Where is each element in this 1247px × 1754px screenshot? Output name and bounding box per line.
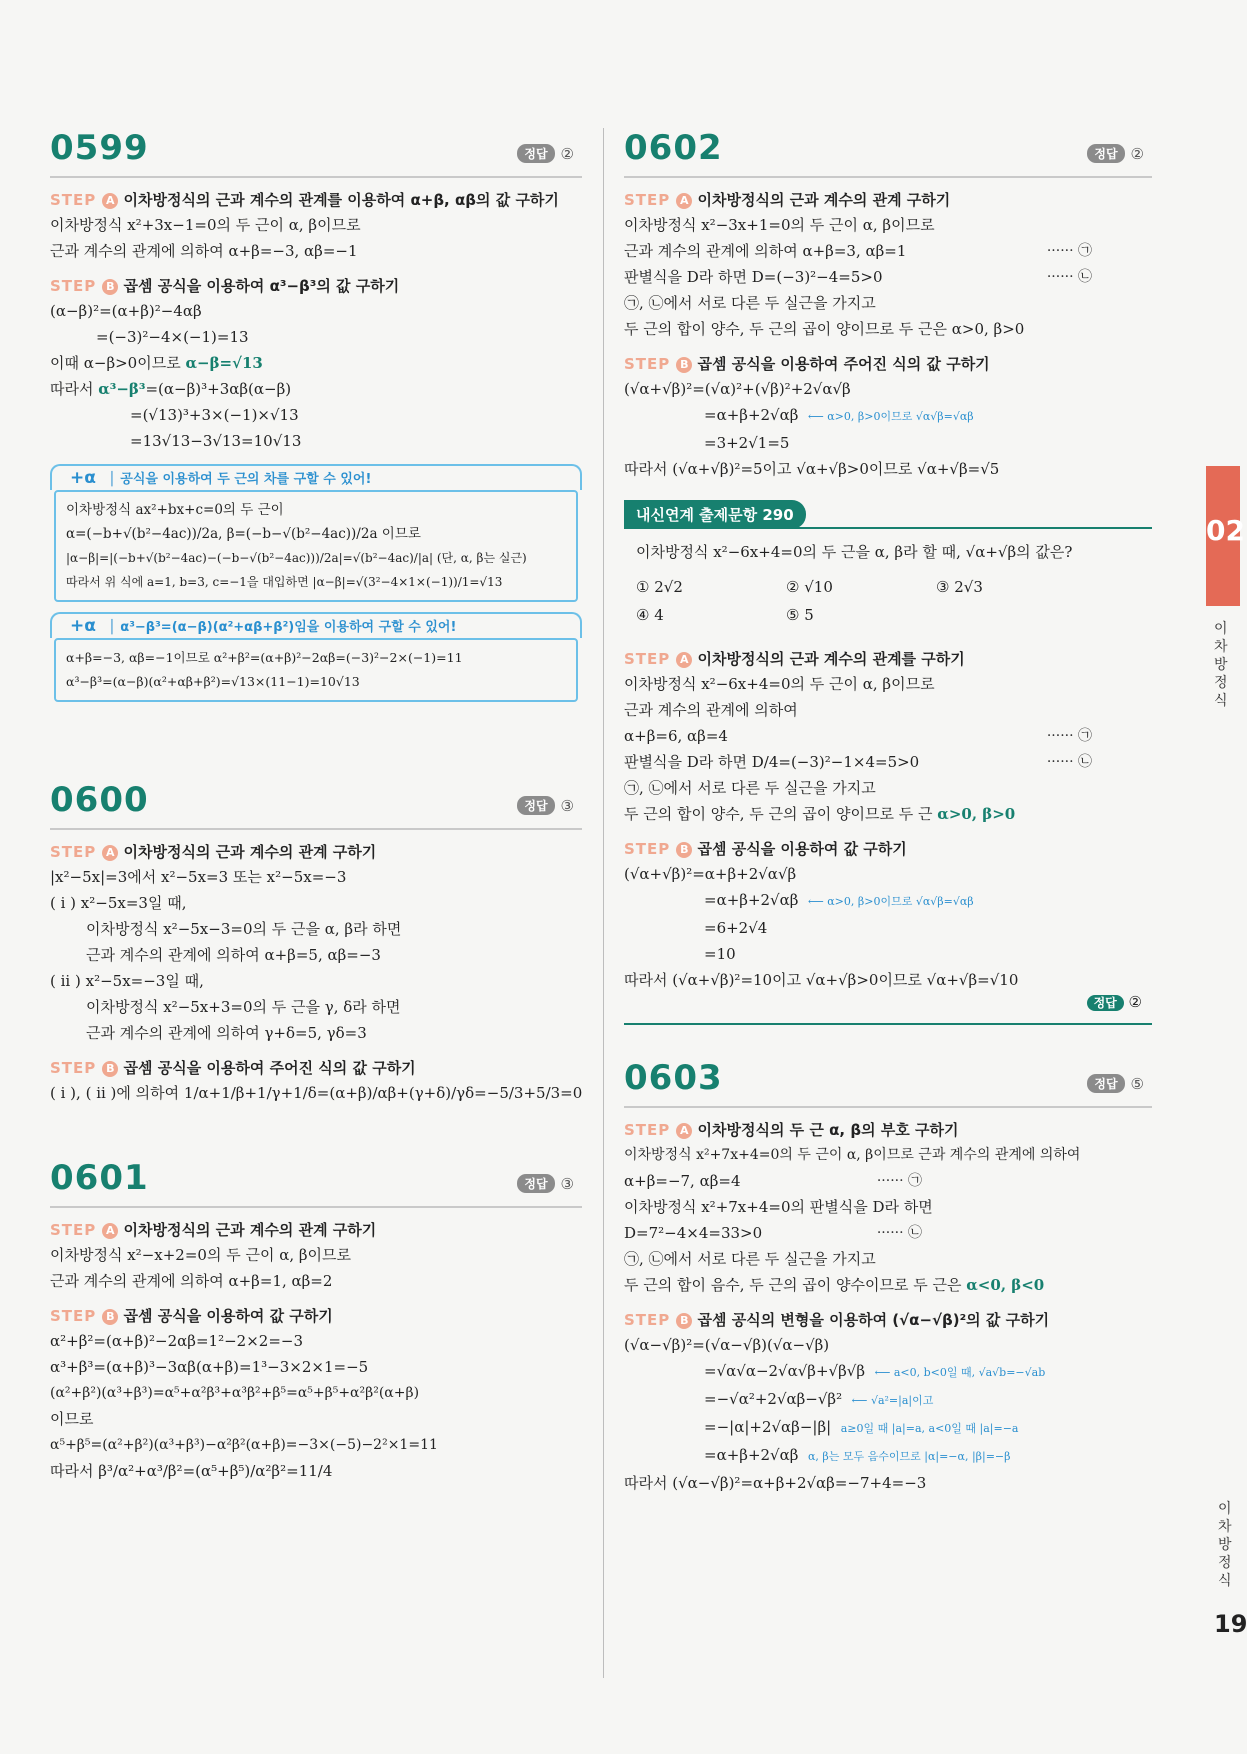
text-span: =α+β+2√αβ xyxy=(704,1446,799,1464)
text-line xyxy=(624,1442,1152,1470)
answer-badge: 정답 xyxy=(517,144,554,163)
text-line xyxy=(50,376,582,402)
text-span: =α+β+2√αβ xyxy=(704,891,799,909)
highlight: α³−β³ xyxy=(98,380,146,398)
text-line xyxy=(624,402,1152,430)
text-span: =−√α²+2√αβ−√β² xyxy=(704,1390,843,1408)
text-line: 따라서 (√α+√β)²=10이고 √α+√β>0이므로 √α+√β=√10 xyxy=(624,971,1019,989)
text-line: (√α+√β)²=α+β+2√α√β xyxy=(624,865,797,883)
highlight: α<0, β<0 xyxy=(966,1276,1045,1294)
step-label: STEP xyxy=(624,1121,671,1139)
text-line: ㉠, ㉡에서 서로 다른 두 실근을 가지고 xyxy=(624,779,876,797)
text-line xyxy=(624,1414,1152,1442)
text-span: D=7²−4×4=33>0 xyxy=(624,1224,763,1242)
text-span: 이때 α−β>0이므로 xyxy=(50,354,186,372)
answer-indicator xyxy=(517,796,574,815)
text-line: 따라서 (√α+√β)²=5이고 √α+√β>0이므로 √α+√β=√5 xyxy=(624,460,1000,478)
equation-marker: ······ ㉡ xyxy=(1046,269,1092,285)
step-heading xyxy=(50,1218,582,1242)
side-note: a≥0일 때 |a|=a, a<0일 때 |a|=−a xyxy=(840,1422,1019,1435)
step-title: 이차방정식의 근과 계수의 관계를 이용하여 α+β, αβ의 값 구하기 xyxy=(123,191,559,209)
exam-tag: 내신연계 출제문항 290 xyxy=(624,500,806,529)
tip-title: │ 공식을 이용하여 두 근의 차를 구할 수 있어! xyxy=(107,472,372,487)
divider xyxy=(50,828,582,830)
page-number: 19 xyxy=(1214,1610,1247,1638)
text-span: =−|α|+2√αβ−|β| xyxy=(704,1418,832,1436)
equation-marker: ······ ㉠ xyxy=(1046,728,1092,744)
text-line: =3+2√1=5 xyxy=(704,434,790,452)
text-line: α²+β²=(α+β)²−2αβ=1²−2×2=−3 xyxy=(50,1332,303,1350)
problem-number: 0600 xyxy=(50,780,149,820)
tip-line: 이차방정식 ax²+bx+c=0의 두 근이 xyxy=(66,502,284,518)
problem-0602 xyxy=(624,128,1152,482)
step-letter: B xyxy=(676,357,692,373)
step-heading xyxy=(50,840,582,864)
text-line: ㉠, ㉡에서 서로 다른 두 실근을 가지고 xyxy=(624,1250,876,1268)
problem-number: 0602 xyxy=(624,128,723,168)
step-title: 이차방정식의 근과 계수의 관계를 구하기 xyxy=(697,650,965,668)
answer-value: ③ xyxy=(560,796,574,815)
side-note: ⟵ a<0, b<0일 때, √a√b=−√ab xyxy=(874,1366,1046,1379)
answer-value: ③ xyxy=(560,1174,574,1193)
step-letter: B xyxy=(102,1061,118,1077)
step-letter: A xyxy=(676,193,692,209)
choice-item: ④ 4 xyxy=(636,606,664,624)
step-letter: B xyxy=(676,1313,692,1329)
divider xyxy=(624,1106,1152,1108)
side-note: α, β는 모두 음수이므로 |α|=−α, |β|=−β xyxy=(807,1450,1011,1463)
problem-number: 0601 xyxy=(50,1158,149,1198)
text-line: 이차방정식 x²−5x−3=0의 두 근을 α, β라 하면 xyxy=(86,920,402,938)
exam-question-290 xyxy=(624,500,1152,1025)
divider xyxy=(50,1206,582,1208)
text-line: α⁵+β⁵=(α²+β²)(α³+β³)−α²β²(α+β)=−3×(−5)−2²×1=11 xyxy=(50,1437,438,1453)
equation-marker: ······ ㉠ xyxy=(876,1173,922,1189)
step-letter: A xyxy=(102,1223,118,1239)
text-line: (α−β)²=(α+β)²−4αβ xyxy=(50,302,202,320)
text-line xyxy=(624,1272,1152,1298)
text-line: 이차방정식 x²+3x−1=0의 두 근이 α, β이므로 xyxy=(50,216,361,234)
problem-number: 0599 xyxy=(50,128,149,168)
chapter-title: 이차방정식 xyxy=(1214,621,1228,709)
step-label: STEP xyxy=(624,191,671,209)
text-line: 이므로 xyxy=(50,1410,94,1428)
step-label: STEP xyxy=(624,840,671,858)
step-title: 이차방정식의 근과 계수의 관계 구하기 xyxy=(123,1221,377,1239)
step-heading xyxy=(624,1118,1152,1142)
answer-value: ⑤ xyxy=(1130,1074,1144,1093)
answer-value: ② xyxy=(1130,144,1144,163)
text-line: 이차방정식 x²−6x+4=0의 두 근이 α, β이므로 xyxy=(624,675,935,693)
text-line xyxy=(624,1386,1152,1414)
equation-marker: ······ ㉡ xyxy=(1046,754,1092,770)
tip-line: α³−β³=(α−β)(α²+αβ+β²)=√13×(11−1)=10√13 xyxy=(66,674,360,689)
step-letter: A xyxy=(676,652,692,668)
tip-body xyxy=(54,490,578,602)
text-line xyxy=(624,264,1152,290)
tip-header xyxy=(50,612,582,638)
text-span: =(α−β)³+3αβ(α−β) xyxy=(145,380,292,398)
step-title: 이차방정식의 근과 계수의 관계 구하기 xyxy=(123,843,377,861)
text-line: 이차방정식 x²+7x+4=0의 두 근이 α, β이므로 근과 계수의 관계에 의하여 xyxy=(624,1147,1081,1163)
answer-badge: 정답 xyxy=(517,796,554,815)
text-span: 근과 계수의 관계에 의하여 α+β=3, αβ=1 xyxy=(624,242,907,260)
tip-line: |α−β|=|(−b+√(b²−4ac)−(−b−√(b²−4ac)))/2a|=√(b²−4ac)/|a| (단, α, β는 실근) xyxy=(66,551,527,565)
tip-box xyxy=(50,464,582,602)
side-note: ⟵ α>0, β>0이므로 √α√β=√αβ xyxy=(807,895,974,908)
step-label: STEP xyxy=(624,650,671,668)
text-line: (√α+√β)²=(√α)²+(√β)²+2√α√β xyxy=(624,380,851,398)
text-line: 두 근의 합이 양수, 두 근의 곱이 양이므로 두 근은 α>0, β>0 xyxy=(624,320,1025,338)
text-line xyxy=(624,801,1152,827)
answer-indicator xyxy=(1087,1074,1144,1093)
step-label: STEP xyxy=(624,355,671,373)
problem-0600 xyxy=(50,780,582,1106)
choice-item: ③ 2√3 xyxy=(936,578,983,596)
text-line: ( ii ) x²−5x=−3일 때, xyxy=(50,972,204,990)
text-line: =13√13−3√13=10√13 xyxy=(130,432,302,450)
text-line: 근과 계수의 관계에 의하여 α+β=1, αβ=2 xyxy=(50,1272,333,1290)
highlight: α>0, β>0 xyxy=(937,805,1016,823)
chapter-tab: 02 xyxy=(1206,466,1240,606)
text-line: α³+β³=(α+β)³−3αβ(α+β)=1³−3×2×1=−5 xyxy=(50,1358,369,1376)
question-text: 이차방정식 x²−6x+4=0의 두 근을 α, β라 할 때, √α+√β의 값은? xyxy=(636,543,1073,561)
text-line xyxy=(624,887,1152,915)
text-line: 따라서 β³/α²+α³/β²=(α⁵+β⁵)/α²β²=11/4 xyxy=(50,1462,333,1480)
choice-item: ⑤ 5 xyxy=(786,606,814,624)
side-note: ⟵ √a²=|a|이고 xyxy=(851,1394,934,1407)
text-line xyxy=(624,1220,1152,1246)
tip-line: α=(−b+√(b²−4ac))/2a, β=(−b−√(b²−4ac))/2a 이므로 xyxy=(66,526,421,542)
divider xyxy=(50,176,582,178)
choice-list xyxy=(624,573,1152,629)
text-line: =6+2√4 xyxy=(704,919,768,937)
equation-marker: ······ ㉡ xyxy=(876,1225,922,1241)
step-label: STEP xyxy=(624,1311,671,1329)
text-line: 근과 계수의 관계에 의하여 γ+δ=5, γδ=3 xyxy=(86,1024,367,1042)
step-title: 곱셈 공식을 이용하여 주어진 식의 값 구하기 xyxy=(123,1059,416,1077)
step-label: STEP xyxy=(50,1221,97,1239)
answer-indicator xyxy=(1087,144,1144,163)
step-label: STEP xyxy=(50,277,97,295)
text-line: (α²+β²)(α³+β³)=α⁵+α²β³+α³β²+β⁵=α⁵+β⁵+α²β²(α+β) xyxy=(50,1385,420,1401)
step-label: STEP xyxy=(50,191,97,209)
answer-badge: 정답 xyxy=(1087,144,1124,163)
text-line: 근과 계수의 관계에 의하여 xyxy=(624,701,798,719)
text-line: 이차방정식 x²−3x+1=0의 두 근이 α, β이므로 xyxy=(624,216,935,234)
step-label: STEP xyxy=(50,1307,97,1325)
step-heading xyxy=(50,1304,582,1328)
tip-line: α+β=−3, αβ=−1이므로 α²+β²=(α+β)²−2αβ=(−3)²−2×(−1)=11 xyxy=(66,650,463,665)
tip-title: │ α³−β³=(α−β)(α²+αβ+β²)임을 이용하여 구할 수 있어! xyxy=(107,620,457,635)
answer-badge: 정답 xyxy=(1087,995,1124,1011)
chapter-footer-title: 이차방정식 xyxy=(1218,1501,1232,1589)
step-letter: B xyxy=(102,1309,118,1325)
step-heading xyxy=(624,352,1152,376)
step-letter: A xyxy=(102,845,118,861)
step-letter: A xyxy=(102,193,118,209)
step-heading xyxy=(624,837,1152,861)
text-span: 판별식을 D라 하면 D/4=(−3)²−1×4=5>0 xyxy=(624,753,920,771)
text-line xyxy=(624,238,1152,264)
choice-item: ① 2√2 xyxy=(636,578,683,596)
text-span: α+β=6, αβ=4 xyxy=(624,727,728,745)
text-line: ㉠, ㉡에서 서로 다른 두 실근을 가지고 xyxy=(624,294,876,312)
divider xyxy=(624,176,1152,178)
step-letter: B xyxy=(102,279,118,295)
side-note: ⟵ α>0, β>0이므로 √α√β=√αβ xyxy=(807,410,974,423)
answer-value: ② xyxy=(560,144,574,163)
step-letter: A xyxy=(676,1123,692,1139)
text-line xyxy=(624,1358,1152,1386)
step-title: 곱셈 공식의 변형을 이용하여 (√α−√β)²의 값 구하기 xyxy=(697,1311,1050,1329)
step-label: STEP xyxy=(50,1059,97,1077)
tip-body xyxy=(54,638,578,702)
tip-header xyxy=(50,464,582,490)
text-line xyxy=(624,1168,1152,1194)
text-line: |x²−5x|=3에서 x²−5x=3 또는 x²−5x=−3 xyxy=(50,868,347,886)
text-span: α+β=−7, αβ=4 xyxy=(624,1172,741,1190)
step-title: 곱셈 공식을 이용하여 α³−β³의 값 구하기 xyxy=(123,277,400,295)
step-heading xyxy=(50,188,582,212)
step-heading xyxy=(624,1308,1152,1332)
plus-alpha-icon: +α xyxy=(70,616,96,636)
text-line: 이차방정식 x²−5x+3=0의 두 근을 γ, δ라 하면 xyxy=(86,998,401,1016)
text-line xyxy=(50,350,582,376)
text-line: =(−3)²−4×(−1)=13 xyxy=(96,328,249,346)
step-title: 이차방정식의 근과 계수의 관계 구하기 xyxy=(697,191,951,209)
text-span: 따라서 xyxy=(50,380,99,398)
text-line: =(√13)³+3×(−1)×√13 xyxy=(130,406,299,424)
step-heading xyxy=(624,188,1152,212)
tip-line: 따라서 위 식에 a=1, b=3, c=−1을 대입하면 |α−β|=√(3²−4×1×(−1))/1=√13 xyxy=(66,575,503,589)
divider xyxy=(624,1023,1152,1025)
problem-number: 0603 xyxy=(624,1058,723,1098)
highlight: α−β=√13 xyxy=(185,354,263,372)
step-heading xyxy=(50,1056,582,1080)
step-letter: B xyxy=(676,842,692,858)
problem-0599 xyxy=(50,128,582,702)
answer-indicator xyxy=(517,1174,574,1193)
tip-box xyxy=(50,612,582,702)
answer-badge: 정답 xyxy=(1087,1074,1124,1093)
step-title: 곱셈 공식을 이용하여 값 구하기 xyxy=(123,1307,333,1325)
step-heading xyxy=(50,274,582,298)
text-line xyxy=(624,749,1152,775)
text-line: ( i ), ( ii )에 의하여 1/α+1/β+1/γ+1/δ=(α+β)/αβ+(γ+δ)/γδ=−5/3+5/3=0 xyxy=(50,1084,583,1102)
step-label: STEP xyxy=(50,843,97,861)
text-line xyxy=(624,723,1152,749)
answer-indicator xyxy=(517,144,574,163)
step-heading xyxy=(624,647,1152,671)
text-span: =α+β+2√αβ xyxy=(704,406,799,424)
text-span: 두 근의 합이 양수, 두 근의 곱이 양이므로 두 근 xyxy=(624,805,938,823)
equation-marker: ······ ㉠ xyxy=(1046,243,1092,259)
text-line: 이차방정식 x²−x+2=0의 두 근이 α, β이므로 xyxy=(50,1246,352,1264)
text-span: 두 근의 합이 음수, 두 근의 곱이 양수이므로 두 근은 xyxy=(624,1276,967,1294)
plus-alpha-icon: +α xyxy=(70,468,96,488)
problem-0603 xyxy=(624,1058,1152,1496)
text-line: 근과 계수의 관계에 의하여 α+β=−3, αβ=−1 xyxy=(50,242,358,260)
column-divider xyxy=(603,128,604,1678)
answer-value: ② xyxy=(1128,993,1142,1011)
step-title: 곱셈 공식을 이용하여 값 구하기 xyxy=(697,840,907,858)
text-span: =√α√α−2√α√β+√β√β xyxy=(704,1362,866,1380)
problem-0601 xyxy=(50,1158,582,1484)
text-line: ( i ) x²−5x=3일 때, xyxy=(50,894,187,912)
text-line: 이차방정식 x²+7x+4=0의 판별식을 D라 하면 xyxy=(624,1198,933,1216)
text-line: 근과 계수의 관계에 의하여 α+β=5, αβ=−3 xyxy=(86,946,381,964)
step-title: 곱셈 공식을 이용하여 주어진 식의 값 구하기 xyxy=(697,355,990,373)
text-line: =10 xyxy=(704,945,736,963)
text-line: 따라서 (√α−√β)²=α+β+2√αβ=−7+4=−3 xyxy=(624,1474,927,1492)
text-span: 판별식을 D라 하면 D=(−3)²−4=5>0 xyxy=(624,268,883,286)
answer-indicator xyxy=(624,993,1152,1011)
text-line: (√α−√β)²=(√α−√β)(√α−√β) xyxy=(624,1336,830,1354)
step-title: 이차방정식의 두 근 α, β의 부호 구하기 xyxy=(697,1121,959,1139)
choice-item: ② √10 xyxy=(786,578,833,596)
answer-badge: 정답 xyxy=(517,1174,554,1193)
